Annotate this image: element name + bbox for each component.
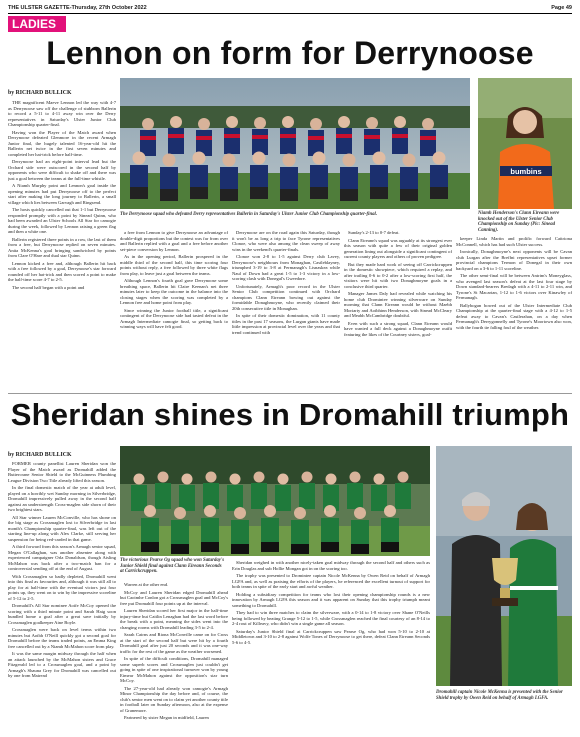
story2-col1-paragraph: Crossmaglen were back on level terms within two minutes but Aoibh O'Neill quickly got a second goal for Dromahill before the teams traded points, an Emma King free cancelled out by a Niamh McMahon score from play. — [8, 627, 116, 649]
story1-col1-paragraph: Ballerin registered three points in a row, the last of them from a free, but Derrynoose replied on seven minutes. Anita McKenna's goal bringing sandwiched by points from Clare O'Hare and dual star Quinn. — [8, 236, 116, 258]
story2-col1-paragraph: A third forward from this season's Armagh senior squad, Megan O'Callaghan, was another absentee along with experienced campaigner Orla Donaldson, though Aisling McMahon was back after a two-match ban for a controversial sending off at the end of August. — [8, 544, 116, 571]
story1-col1-paragraph: Lennon kicked a free and, although Ballerin hit back with a free followed by a goal, Derrynoose's star forward rounded off her hat-trick and then scored a point to make the half-time score 4-7 to 2-5. — [8, 260, 116, 282]
page-number: Page 49 — [551, 5, 572, 11]
story1-col3-paragraph: In spite of their domestic domination, with 11 county titles in the past 17 seasons, the Lurgan giants have made little impression at provincial level over the years and that trend continued with — [232, 313, 340, 335]
story1-col1-paragraph: Having won the Player of the Match award when Derrynoose defeated Glenmore in the recent Armagh Junior final, the hugely talented 16-year-old hit the Ballerin net twice in the first seven minutes and completed her hat-trick before half-time. — [8, 129, 116, 157]
story-divider — [8, 393, 572, 394]
story2-col3-paragraph: The trophy was presented to Dromintee captain Nicole McKenna by Owen Reid on behalf of Armagh LGFA and, as well as praising the efforts of the players, he referenced the excellent turnout of support for both teams in spite of the early start and awful weather. — [232, 573, 430, 589]
story1-col3-paragraph: Clonoe won 2-8 to 1-5 against Derry club Lavey, Derrynoose's neighbours from Monaghan, Castleblayney, triumphed 3-19 to 3-8 at Fermanagh's Lisnaskea while Naul of Down had a great 1-5 to 1-3 victory in a low-scoring clash with Donegal's Gweedore. — [232, 254, 340, 281]
story1-col3-paragraph: Derrynoose are on the road again this Saturday, though it won't be as long a trip to face Tyrone representatives Clonoe, who were also among the clean sweep of away wins in the weekend's quarter-finals. — [232, 230, 340, 252]
team-photo-graphic — [120, 446, 430, 556]
story2-col2-paragraph: Sarah Cairns and Riona McConville came on for Cross at the start of the second half but were hit by a fourth Dromahill goal after just 20 seconds and it was one-way traffic for the rest of the game as the weather worsened. — [120, 632, 228, 654]
story1-col1-paragraph: The hosts quickly cancelled out that 1-1 but Derrynoose responded promptly with a point by Sinead Quinn, who had been awarded an Ulster Schools All Star for camogie during the week, followed by Lennon raising a green flag and then a white one. — [8, 207, 116, 234]
story2-col1-paragraph: With Crossmaglen so badly depleted, Dromahill went into this final as favourites and, although it was still all to play for at half-time with the eventual victors just four points up, they went on to win by the impressive scoreline of 5-12 to 2-5. — [8, 573, 116, 601]
story1-col2-paragraph: As in the opening period, Ballerin prospered in the middle third of the second half, this time scoring four points without reply, a free followed by three white flags from play, to leave just a goal between the teams. — [120, 254, 228, 276]
story1-col2-paragraph: Since winning the Junior football title, a significant contingent of the Derrynoose side had tasted defeat in the Armagh Intermediate camogie final, so getting back to winning ways will have felt good. — [120, 307, 228, 329]
story2-col1-paragraph: FORMER county panellist Lauren Sheridan won the Player of the Match award as Dromahill added the Buttercrane Senior Shield to the McGuinness Plumbing League Division Two Title already lifted this season. — [8, 461, 116, 483]
story2-col3-paragraph: Saturday's Junior Shield final at Carrickcruppen saw Pearse Og, who had won 5-10 to 2-10 at Middletown and 3-10 to 2-8 against Wolfe Tones of Derrynoose to get there, defeat Clann Eireann Seconds 5-6 to 4-5. — [232, 628, 430, 645]
story1-column-3 — [232, 230, 340, 390]
story2-col1-paragraph: Dromahill's All Star nominee Aoife McCoy opened the scoring with a third minute point and Sarah Haig soon bundled home a goal after a great save initially by Crossmaglen goalkeeper Aine Boyle. — [8, 603, 116, 625]
story1-column-5 — [456, 236, 572, 390]
story1-col4-paragraph: Clann Eireann's squad was arguably at its strongest ever this season with quite a few of their original golden generation lining out alongside a significant contingent of current county players and others of proven pedigree. — [344, 237, 452, 259]
story2-col3-paragraph: They had to win three matches to claim the silverware, with a 0-14 to 1-8 victory over Shane O'Neills being followed by beating Grange 5-12 to 1-5, while Crossmaglen reached the final courtesy of an 8-14 to 2-4 rout of Killeavy, who didn't win a single game all season. — [232, 610, 430, 626]
masthead-rule — [8, 13, 572, 14]
story2-col1-paragraph: It was the same margin midway through the half when an attack launched by the McMahon sisters and Grace Fitzgerald led to a Crossmaglen goal, and a point by Armagh's Shauna Grey for Dromahill was cancelled out by one from Mairead — [8, 651, 116, 678]
story1-col4-paragraph: Manager James Daly had revealed while watching his home club Dromintee winning silverware on Sunday morning that Clann Eireann would be without Maebh Moriarty and Aoibhinn Henderson, with Sinead McCleary and Meabh McCambridge doubtful. — [344, 291, 452, 318]
story1-col3-paragraph: Unfortunately, Armagh's poor record in the Ulster Senior Club competition continued with Orchard champions Clann Eireann bowing out against the formidable Donaghmoyne, who recently claimed their 20th consecutive title in Monaghan. — [232, 283, 340, 311]
story2-trophy-caption: Dromahill captain Nicole McKenna is presented with the Senior Shield trophy by Owen Reid on behalf of Armagh LGFA. — [436, 690, 563, 701]
story1-column-4 — [344, 230, 452, 390]
trophy-photo-graphic — [436, 446, 572, 686]
story1-col1-paragraph: The second half began with a point and — [12, 284, 85, 290]
story1-col1-paragraph: Derrynoose had an eight-point interval lead but the Orchard side were outscored in the second half by opponents who were difficult to shake off and there was just a goal between the teams at the full-time whistle. — [8, 159, 116, 181]
story2-col2-paragraph: The 27-year-old had already won camogie's Armagh Minor Championship the day before and, of course, the club's senior men went on to claim yet another county title in football later on Sunday afternoon, also at the expense of Granemore. — [120, 685, 228, 713]
story2-headline: Sheridan shines in Dromahill triumph — [10, 397, 570, 432]
story2-col3-paragraph: Sheridan weighed in with another nicely-taken goal midway through the second half and others such as Erin Douglas and sub Hollie Mongan got in on the scoring too. — [232, 560, 430, 571]
story2-col2-paragraph: McCoy and Lauren Sheridan edged Dromahill ahead but Caoimhe Conlon got a Crossmaglen goal and McCoy's free put Dromahill four points up at the interval. — [120, 589, 228, 606]
team-photo-graphic — [120, 78, 470, 209]
story1-col2-paragraph: a free from Lennon to give Derrynoose an advantage of double-digit proportions but the contest was far from over and Ballerin replied with a goal and a free before another set-piece conversion by Lennon. — [120, 230, 228, 252]
story1-col4-paragraph: But they made hard work of seeing off Carrickcruppen in the domestic showpiece, which required a replay, and after trailing 0-6 to 0-2 after a low-scoring first half, the visitors were hit with two Donaghmoyne goals in a conclusive third quarter. — [344, 261, 452, 289]
story2-col1-paragraph: In the final domestic match of the year at adult level, played on a horribly wet Sunday morning in Silverbridge, Dromahill impressively pulled away in the second half against an understrength Cross-maglen side shorn of their two brightest stars. — [8, 485, 116, 512]
story1-player-photo — [478, 78, 572, 209]
story1-col5-paragraph: Ballybogan bowed out of the Ulster Intermediate Club Championship at the quarter-final stage with a 4-12 to 1-5 defeat away to Cavan's Castlerahan, on a day when Fermanagh's Derrygonnelly and Tyrone's Moortown also won, with the fourth tie falling foul of the weather. — [456, 302, 572, 330]
player-photo-graphic — [478, 78, 572, 209]
story1-column-2 — [120, 230, 228, 390]
story1-col5-paragraph: keeper Linda Martin and prolific forward Caitriona McConnell, which has had such Ulster success. — [456, 236, 572, 247]
section-tag: LADIES — [8, 16, 66, 32]
story1-col4-paragraph: Even with such a strong squad, Clann Eireann would have wanted a full deck against a Donaghmoyne outfit featuring the likes of the Courtney sisters, goal- — [344, 320, 452, 337]
story2-column-1 — [8, 461, 116, 733]
story2-team-photo — [120, 446, 430, 556]
story2-trophy-photo — [436, 446, 572, 686]
story2-col2-paragraph: Lauren Sheridan scored her first major in the half-time injury-time but Caitlin Lenaghan had the last word before the break with a point, meaning the sides went into the changing rooms with Dromahill leading 3-5 to 2-4. — [120, 608, 228, 630]
story1-col5-paragraph: The other semi-final will be between Antrim's Moneyglass, who avenged last season's defeat at the last four stage by Down standard-bearers Bredagh with a 4-11 to 2-11 win, and Tyrone's St Macartan, 1-12 to 1-6 victors over Kinawley of Fermanagh. — [456, 273, 572, 300]
story1-col1-paragraph: A Niamh Murphy point and Lennon's goal inside the opening minutes had put Derrynoose off to the perfect start after making the long journey to Ballerin, a small village which lies between Garvagh and Ringsend. — [8, 183, 116, 205]
story2-col1-paragraph: All Star winner Lauren McConville, who has shone on the big stage as Crossmaglen lost to Silverbridge in last month's Championship quarter-final, was left out of the starting line-up along with Alex Clarke, still serving her suspension for being red-carded in that game. — [8, 514, 116, 542]
story1-byline: by RICHARD BULLICK — [8, 90, 72, 96]
jersey-sponsor-text: bumbins — [510, 167, 542, 176]
story1-col4-paragraph: Sunday's 2-13 to 0-7 defeat. — [348, 230, 400, 235]
story2-col2-paragraph: Partnered by sister Megan in midfield, Lauren — [124, 715, 209, 720]
story2-col3-paragraph: Holding a subsidiary competition for teams who lost their opening championship rounds is a new innovation by Armagh LGFA this season and it was apparent on Sunday that this trophy triumph meant something to Dromahill. — [232, 591, 430, 608]
story1-headline: Lennon on form for Derrynoose — [46, 35, 534, 71]
story1-column-1 — [8, 100, 116, 390]
story1-col5-paragraph: Ironically, Donaghmoyne's next opponents will be Cavan club Lurgan after the Breffni representatives upset former provincial champions Termon of Donegal in their own backyard on a 3-6 to 1-11 scoreline. — [456, 249, 572, 271]
story2-column-3 — [232, 560, 430, 733]
story2-byline: by RICHARD BULLICK — [8, 452, 72, 458]
story2-col2-paragraph: In spite of the difficult conditions, Dromahill managed some superb scores and Crossmaglen just couldn't get going in spite of one inspirational turnover won by young Eimear McMahon against the opposition's star turn McCoy. — [120, 656, 228, 683]
story2-column-2 — [120, 582, 228, 733]
story2-col2-paragraph: Warren at the other end. — [124, 582, 169, 587]
masthead — [8, 3, 572, 13]
story1-col1-paragraph: THE magnificent Maeve Lennon led the way with 4-7 as Derrynoose saw off the challenge of stubborn Ballerin to record a 5-11 to 4-11 away win over the Derry representatives in Saturday's Ulster Junior Club Championship quarter-final. — [8, 100, 116, 127]
story2-team-caption: The victorious Pearse Og squad who won Saturday's Junior Shield final against Clann Eireann Seconds at Carrickcruppen. — [120, 558, 225, 575]
story1-team-caption: The Derrynoose squad who defeated Derry representatives Ballerin in Saturday's Ulster Junior Club Championship quarter-final. — [120, 212, 378, 217]
story1-col2-paragraph: Although Lennon's fourth goal gave Derrynoose some breathing space, Ballerin hit Claire Keenan's net three minutes later to keep the outcome in the balance into the closing stages when the scoring was completed by a Lennon free and home point from play. — [120, 278, 228, 305]
story1-player-caption: Niamh Henderson's Clann Eireann were knocked out of the Ulster Senior Club Championship on Sunday (Pic: Sinead Canning). — [478, 211, 560, 233]
masthead-title: THE ULSTER GAZETTE-Thursday, 27th October 2022 — [8, 5, 147, 11]
story1-team-photo — [120, 78, 470, 209]
